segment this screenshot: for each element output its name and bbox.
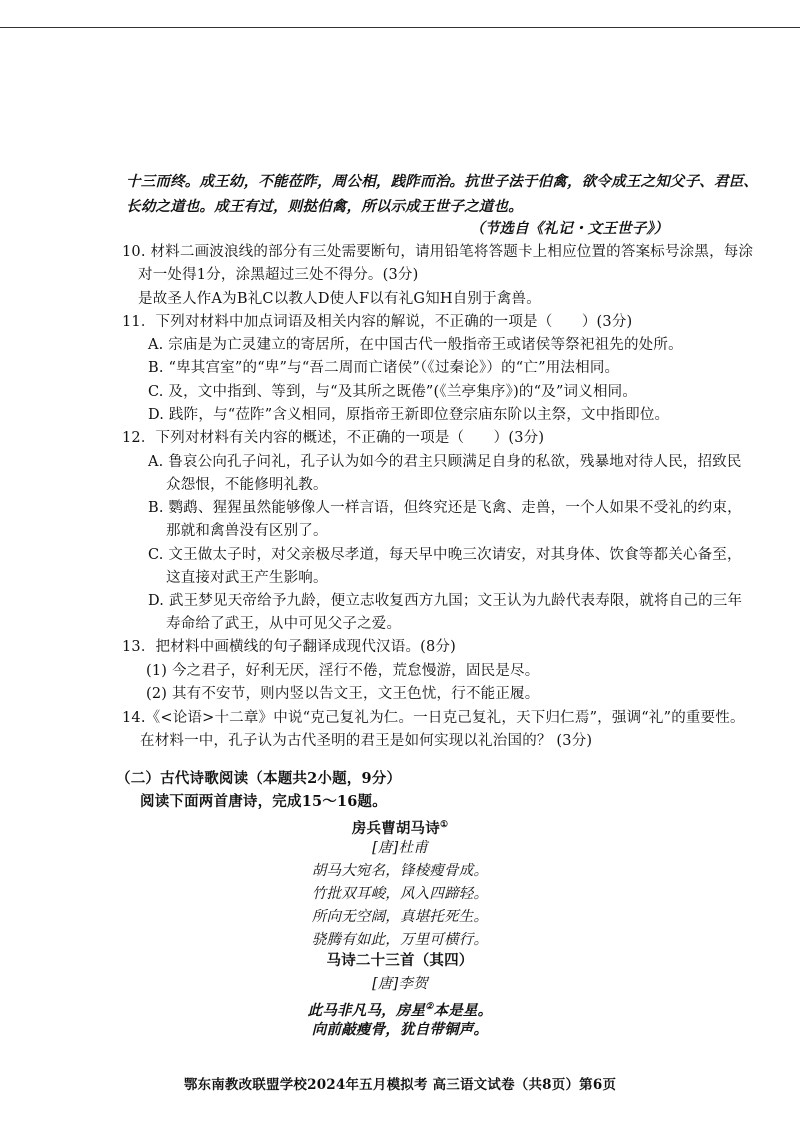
poem1-title-text: 房兵曹胡马诗 [351, 819, 440, 837]
section-instruction: 阅读下面两首唐诗，完成15～16题。 [140, 793, 387, 810]
poem2-title: 马诗二十三首（其四） [326, 952, 474, 969]
q14-line-1: 14.《<论语>十二章》中说“克己复礼为仁。一日克己复礼，天下归仁焉”，强调“礼”的重要性。 [122, 710, 745, 726]
q12-option-d: D. 武王梦见天帝给予九龄，便立志收复西方九国；文王认为九龄代表寿限，就将自己的三年 [148, 593, 743, 609]
poem2-line-1-pre: 此马非凡马，房星 [307, 1001, 426, 1019]
q12-option-b-cont: 那就和禽兽没有区别了。 [166, 523, 328, 539]
q12-option-c: C. 文王做太子时，对父亲极尽孝道，每天早中晚三次请安，对其身体、饮食等都关心备至， [148, 547, 742, 563]
q12-option-b: B. 鹦鹉、猩猩虽然能够像人一样言语，但终究还是飞禽、走兽，一个人如果不受礼的约束， [148, 500, 742, 516]
passage-line-1: 十三而终。成王幼，不能莅阼，周公相，践阼而治。抗世子法于伯禽，欲令成王之知父子、君臣、 [126, 173, 759, 190]
q12-stem: 12．下列对材料有关内容的概述，不正确的一项是（ ）(3分) [122, 430, 545, 446]
poem1-author: [唐]杜甫 [372, 840, 428, 856]
poem2-line-1-note: ② [425, 1002, 434, 1012]
q11-option-a: A. 宗庙是为亡灵建立的寄居所，在中国古代一般指帝王或诸侯等祭祀祖先的处所。 [148, 337, 683, 353]
page-footer: 鄂东南教改联盟学校2024年五月模拟考 高三语文试卷（共8页）第6页 [183, 1077, 617, 1093]
q12-option-d-cont: 寿命给了武王，从中可见父子之爱。 [166, 616, 402, 632]
q10-sentence: 是故圣人作A为B礼C以教人D使人F以有礼G知H自别于禽兽。 [138, 291, 541, 307]
q11-stem: 11．下列对材料中加点词语及相关内容的解说，不正确的一项是（ ）(3分) [122, 314, 633, 330]
q12-option-a: A. 鲁哀公向孔子问礼，孔子认为如今的君主只顾满足自身的私欲，残暴地对待人民，招致民 [148, 454, 742, 470]
q12-option-c-cont: 这直接对武王产生影响。 [166, 570, 328, 586]
q13-sentence-1: (1) 今之君子，好利无厌，淫行不倦，荒怠慢游，固民是尽。 [146, 663, 540, 679]
poem1-line-1: 胡马大宛名，锋棱瘦骨成。 [311, 863, 489, 879]
q11-option-c: C. 及，文中指到、等到，与“及其所之既倦”(《兰亭集序》)的“及”词义相同。 [148, 384, 638, 400]
q13-sentence-2: (2) 其有不安节，则内竖以告文王，文王色忧，行不能正履。 [146, 686, 540, 702]
poem1-line-4: 骁腾有如此，万里可横行。 [311, 932, 489, 948]
poem1-title-note: ① [439, 820, 449, 830]
poem2-line-1-post: 本是星。 [433, 1001, 493, 1019]
poem1-line-2: 竹批双耳峻，风入四蹄轻。 [311, 886, 489, 902]
passage-source: （节选自《礼记・文王世子》） [470, 220, 669, 237]
q12-option-a-cont: 众怨恨，不能修明礼教。 [166, 477, 328, 493]
poem1-line-3: 所向无空阔，真堪托死生。 [311, 909, 489, 925]
q13-stem: 13．把材料中画横线的句子翻译成现代汉语。(8分) [122, 639, 456, 655]
passage-line-2: 长幼之道也。成王有过，则挞伯禽，所以示成王世子之道也。 [126, 198, 523, 215]
q10-line-2: 对一处得1分，涂黑超过三处不得分。(3分) [138, 267, 419, 283]
q10-line-1: 10. 材料二画波浪线的部分有三处需要断句，请用铅笔将答题卡上相应位置的答案标号涂黑，每涂 [122, 244, 754, 260]
poem2-line-2: 向前敲瘦骨，犹自带铜声。 [311, 1021, 489, 1038]
section-heading: （二）古代诗歌阅读（本题共2小题，9分） [116, 770, 402, 787]
q11-option-b: B. “卑其宫室”的“卑”与“吾二周而亡诸侯”（《过秦论》）的“亡”用法相同。 [148, 360, 620, 376]
q11-option-d: D. 践阼，与“莅阼”含义相同，原指帝王新即位登宗庙东阶以主祭，文中指即位。 [148, 407, 670, 423]
q14-line-2: 在材料一中，孔子认为古代圣明的君王是如何实现以礼治国的？ (3分) [140, 733, 593, 749]
poem2-line-1 [0, 997, 800, 1021]
poem1-title [0, 815, 800, 839]
poem2-author: [唐]李贺 [372, 976, 428, 992]
